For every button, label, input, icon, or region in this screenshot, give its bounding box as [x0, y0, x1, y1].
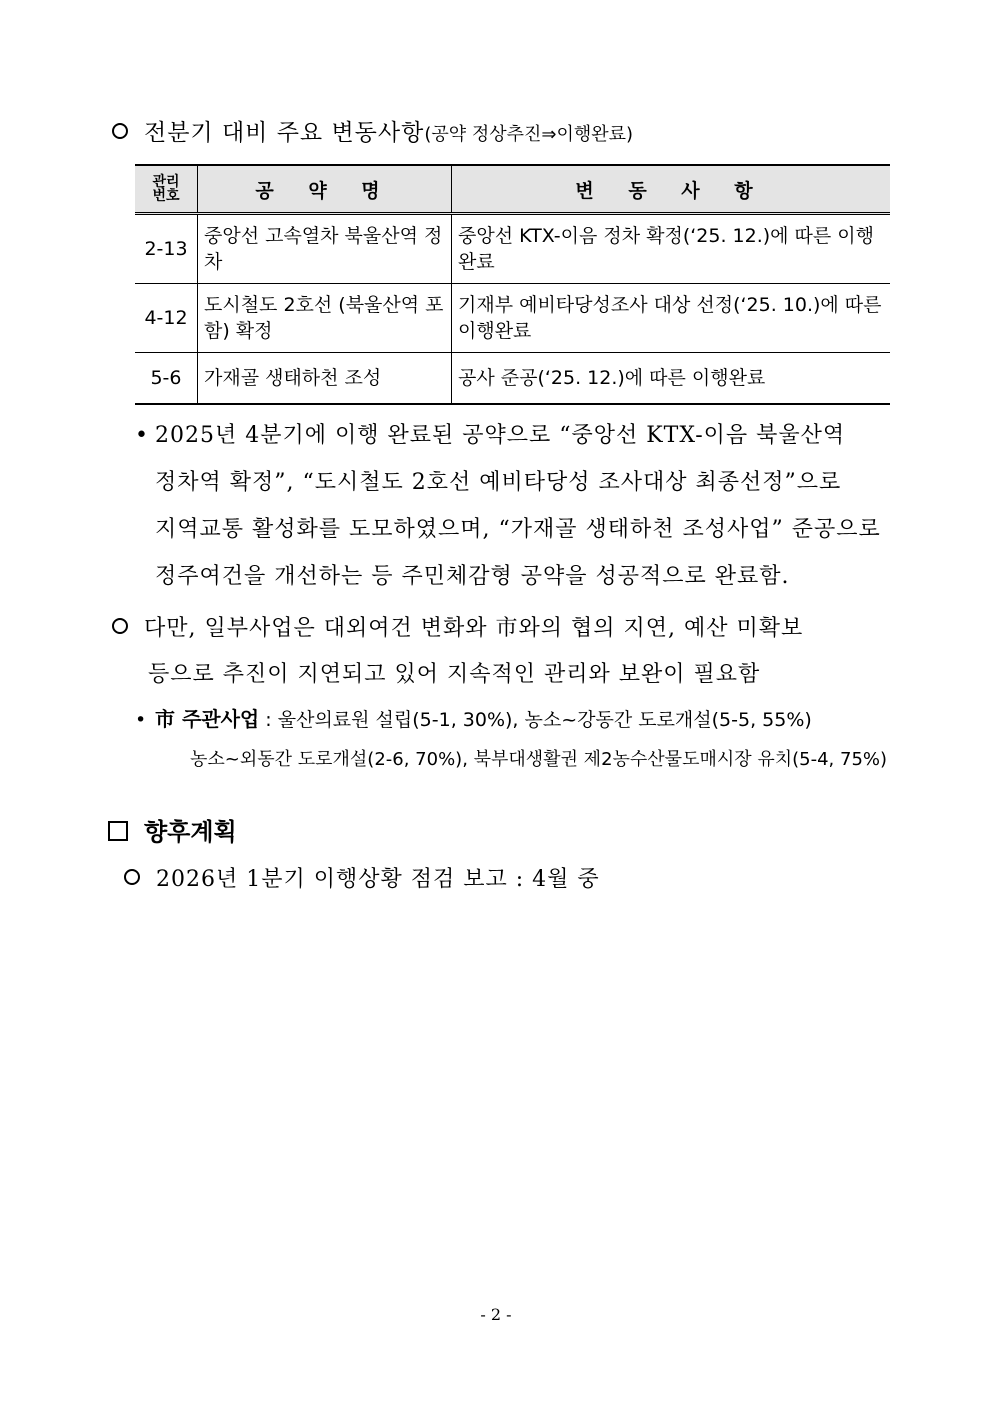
delay-line: 다만, 일부사업은 대외여건 변화와 市와의 협의 지연, 예산 미확보: [112, 606, 902, 652]
summary-line: • 2025년 4분기에 이행 완료된 공약으로 “중앙선 KTX-이음 북울산역: [135, 412, 900, 459]
row-pledge-name: 가재골 생태하천 조성: [198, 353, 452, 405]
row-change: 중앙선 KTX-이음 정차 확정(‘25. 12.)에 따른 이행완료: [452, 214, 891, 284]
section-heading-changes: [112, 114, 633, 147]
plan-item: 2026년 1분기 이행상황 점검 보고 : 4월 중: [124, 862, 600, 893]
circle-bullet-icon: [124, 869, 140, 885]
header-pledge-name: 공 약 명: [198, 165, 452, 214]
circle-bullet-icon: [112, 123, 128, 139]
header-change: 변 동 사 항: [452, 165, 891, 214]
changes-table: [135, 164, 890, 405]
row-change: 기재부 예비타당성조사 대상 선정(‘25. 10.)에 따른 이행완료: [452, 284, 891, 353]
plan-heading: 향후계획: [108, 812, 237, 847]
row-number: 5-6: [135, 353, 198, 405]
row-number: 2-13: [135, 214, 198, 284]
city-project-list: 울산의료원 설립(5-1, 30%), 농소~강동간 도로개설(5-5, 55%): [277, 709, 812, 731]
city-project-list-cont: 농소~외동간 도로개설(2-6, 70%), 북부대생활권 제2농수산물도매시장 유치(5-4, 75%): [190, 749, 888, 770]
delay-paragraph: [112, 606, 902, 698]
row-pledge-name: 도시철도 2호선 (북울산역 포함) 확정: [198, 284, 452, 353]
table-header-row: [135, 165, 890, 214]
bullet-dot-icon: •: [135, 709, 147, 731]
table-row: [135, 284, 890, 353]
bullet-dot-icon: •: [135, 423, 149, 448]
row-change: 공사 준공(‘25. 12.)에 따른 이행완료: [452, 353, 891, 405]
summary-line: 정주여건을 개선하는 등 주민체감형 공약을 성공적으로 완료함.: [155, 564, 790, 589]
table-row: [135, 353, 890, 405]
city-project-label: 市 주관사업: [155, 707, 260, 731]
row-pledge-name: 중앙선 고속열차 북울산역 정차: [198, 214, 452, 284]
city-project-line: • 市 주관사업 : 울산의료원 설립(5-1, 30%), 농소~강동간 도로개설(5-5, 55%): [135, 707, 812, 731]
delay-line: 등으로 추진이 지연되고 있어 지속적인 관리와 보완이 필요함: [148, 662, 761, 687]
circle-bullet-icon: [112, 618, 128, 634]
square-bullet-icon: [108, 821, 128, 841]
page-number: - 2 -: [480, 1305, 512, 1324]
heading-subtext: (공약 정상추진⇒이행완료): [424, 124, 634, 145]
summary-line: 지역교통 활성화를 도모하였으며, “가재골 생태하천 조성사업” 준공으로: [155, 517, 881, 542]
heading-text: 전분기 대비 주요 변동사항: [144, 120, 425, 146]
row-number: 4-12: [135, 284, 198, 353]
summary-paragraph: [135, 412, 900, 600]
summary-line: 정차역 확정”, “도시철도 2호선 예비타당성 조사대상 최종선정”으로: [155, 470, 842, 495]
header-number: 관리 번호: [135, 165, 198, 214]
table-row: [135, 214, 890, 284]
